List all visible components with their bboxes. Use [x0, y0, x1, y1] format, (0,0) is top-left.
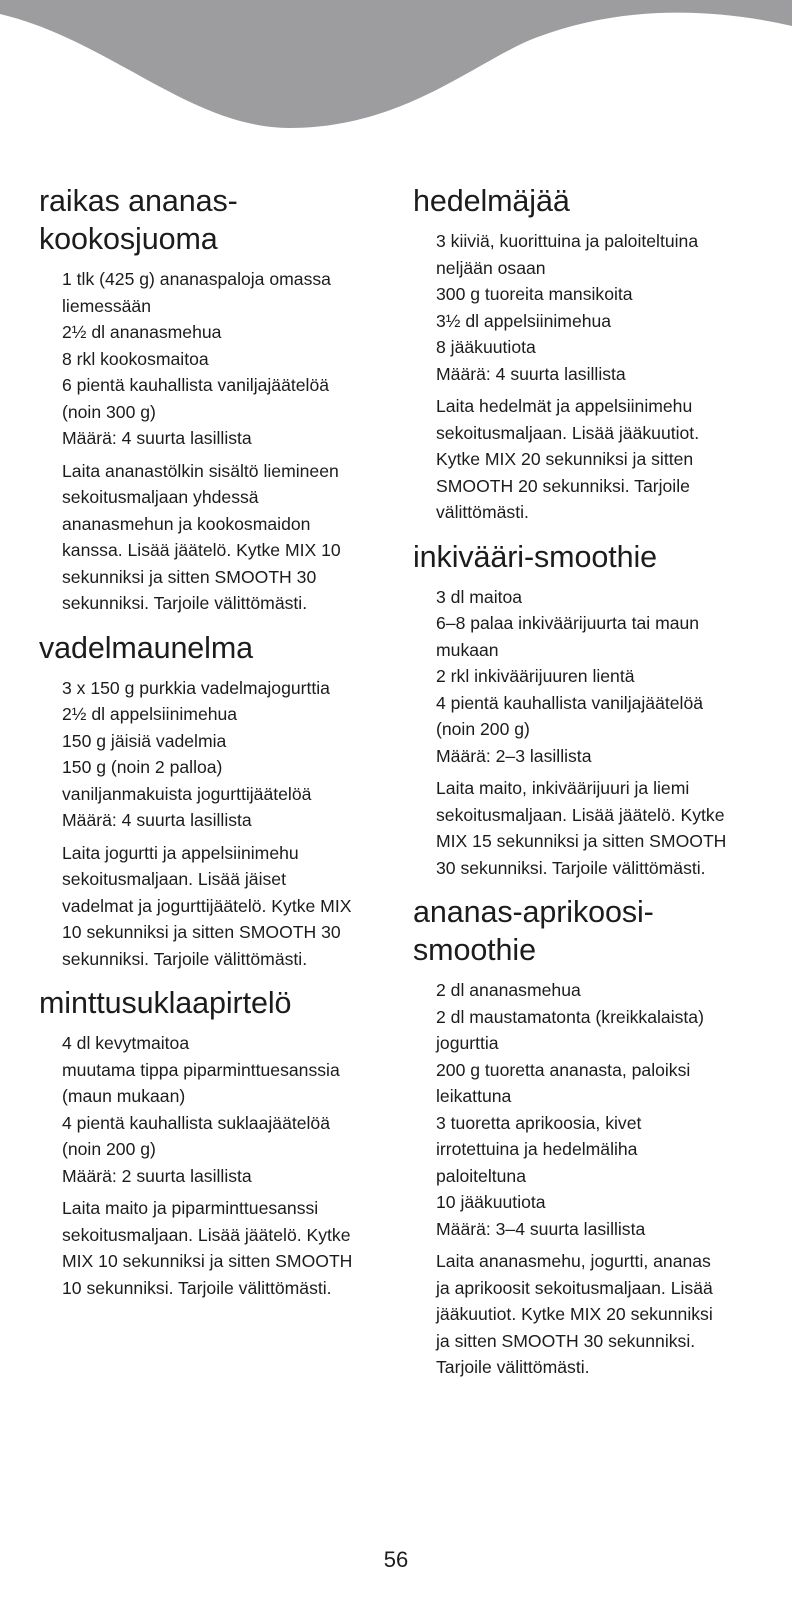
recipe-body	[39, 675, 391, 973]
ingredient-line: jogurttia	[436, 1033, 499, 1053]
ingredient-line: 2 dl maustamatonta (kreikkalaista)	[436, 1006, 704, 1027]
ingredient-line: 2 rkl inkiväärijuuren lientä	[436, 666, 635, 686]
method-line: sekoitusmaljaan yhdessä	[62, 487, 259, 507]
method-line: sekoitusmaljaan. Lisää jäätelö. Kytke	[436, 804, 725, 825]
ingredient-line: Määrä: 3–4 suurta lasillista	[436, 1218, 646, 1239]
ingredient-line: 150 g jäisiä vadelmia	[62, 730, 227, 751]
right-column	[413, 182, 763, 1393]
recipe-title-line: raikas ananas-	[39, 184, 238, 218]
recipe-title	[413, 538, 763, 576]
ingredient-line: Määrä: 4 suurta lasillista	[62, 810, 252, 830]
ingredient-list	[62, 266, 391, 452]
method-line: välittömästi.	[436, 502, 529, 522]
method-line: sekunniksi ja sitten SMOOTH 30	[62, 566, 317, 587]
ingredient-line: (maun mukaan)	[62, 1086, 186, 1106]
ingredient-line: (noin 300 g)	[62, 401, 156, 422]
method-line: Laita hedelmät ja appelsiinimehu	[436, 396, 693, 416]
ingredient-line: 10 jääkuutiota	[436, 1192, 546, 1212]
method-line: ananasmehun ja kookosmaidon	[62, 513, 311, 534]
method-line: sekoitusmaljaan. Lisää jäiset	[62, 869, 286, 889]
method-line: Laita ananasmehu, jogurtti, ananas	[436, 1251, 711, 1271]
ingredient-line: 300 g tuoreita mansikoita	[436, 284, 633, 304]
ingredient-list	[62, 1030, 391, 1189]
method-line: 10 sekunniksi ja sitten SMOOTH 30	[62, 922, 341, 942]
method-text	[62, 840, 391, 973]
method-text	[62, 458, 391, 617]
ingredient-line: 3 x 150 g purkkia vadelmajogurttia	[62, 677, 330, 698]
ingredient-line: 3½ dl appelsiinimehua	[436, 310, 612, 331]
ingredient-line: 3 tuoretta aprikoosia, kivet	[436, 1112, 642, 1133]
ingredient-line: neljään osaan	[436, 257, 546, 278]
method-line: MIX 15 sekunniksi ja sitten SMOOTH	[436, 831, 727, 851]
recipe-block	[413, 893, 763, 1381]
left-column	[39, 182, 391, 1313]
ingredient-line: 2½ dl ananasmehua	[62, 322, 222, 342]
ingredient-line: 150 g (noin 2 palloa)	[62, 757, 223, 777]
method-line: Laita maito, inkiväärijuuri ja liemi	[436, 778, 690, 798]
recipe-block	[39, 629, 391, 973]
recipe-title-line: hedelmäjää	[413, 184, 570, 218]
ingredient-list	[436, 228, 763, 387]
method-line: Tarjoile välittömästi.	[436, 1357, 590, 1377]
ingredient-line: mukaan	[436, 639, 499, 660]
recipe-block	[39, 984, 391, 1301]
header-wave-banner	[0, 0, 792, 132]
method-line: sekoitusmaljaan. Lisää jääkuutiot.	[436, 422, 700, 443]
ingredient-line: Määrä: 4 suurta lasillista	[62, 428, 252, 448]
recipe-title	[39, 182, 391, 258]
page-number: 56	[383, 1547, 409, 1572]
ingredient-line: 4 dl kevytmaitoa	[62, 1033, 190, 1053]
ingredient-line: vaniljanmakuista jogurttijäätelöä	[62, 783, 312, 804]
ingredient-line: Määrä: 2 suurta lasillista	[62, 1165, 252, 1186]
method-line: sekoitusmaljaan. Lisää jäätelö. Kytke	[62, 1224, 351, 1245]
ingredient-line: Määrä: 4 suurta lasillista	[436, 363, 626, 384]
method-text	[62, 1195, 391, 1301]
method-line: SMOOTH 20 sekunniksi. Tarjoile	[436, 475, 690, 496]
method-line: MIX 10 sekunniksi ja sitten SMOOTH	[62, 1251, 353, 1271]
method-line: Laita maito ja piparminttuesanssi	[62, 1198, 319, 1218]
ingredient-line: 6–8 palaa inkiväärijuurta tai maun	[436, 613, 700, 633]
recipe-body	[413, 584, 763, 882]
wave-shape	[0, 0, 792, 128]
ingredient-line: 2 dl ananasmehua	[436, 980, 581, 1000]
recipe-body	[39, 266, 391, 617]
ingredient-line: (noin 200 g)	[62, 1139, 156, 1159]
method-text	[436, 775, 763, 881]
ingredient-line: 1 tlk (425 g) ananaspaloja omassa	[62, 269, 331, 289]
ingredient-line: 6 pientä kauhallista vaniljajäätelöä	[62, 375, 330, 395]
ingredient-line: 8 rkl kookosmaitoa	[62, 348, 209, 369]
recipe-block	[413, 182, 763, 526]
ingredient-list	[436, 977, 763, 1242]
method-line: ja sitten SMOOTH 30 sekunniksi.	[436, 1330, 696, 1351]
ingredient-line: 3 kiiviä, kuorittuina ja paloiteltuina	[436, 231, 699, 251]
ingredient-line: 2½ dl appelsiinimehua	[62, 704, 238, 724]
ingredient-list	[62, 675, 391, 834]
recipe-title	[39, 629, 391, 667]
recipe-title-line: inkivääri-smoothie	[413, 539, 657, 574]
recipe-title	[39, 984, 391, 1022]
method-line: sekunniksi. Tarjoile välittömästi.	[62, 593, 308, 613]
recipe-title-line: smoothie	[413, 933, 536, 967]
ingredient-line: muutama tippa piparminttuesanssia	[62, 1059, 340, 1080]
ingredient-line: leikattuna	[436, 1086, 512, 1106]
method-text	[436, 1248, 763, 1381]
ingredient-list	[436, 584, 763, 770]
ingredient-line: 4 pientä kauhallista vaniljajäätelöä	[436, 692, 704, 713]
ingredient-line: Määrä: 2–3 lasillista	[436, 745, 592, 766]
recipe-title-line: minttusuklaapirtelö	[39, 986, 292, 1020]
recipe-body	[39, 1030, 391, 1301]
recipe-title	[413, 182, 763, 220]
method-line: kanssa. Lisää jäätelö. Kytke MIX 10	[62, 540, 341, 560]
ingredient-line: 200 g tuoretta ananasta, paloiksi	[436, 1059, 691, 1080]
method-text	[436, 393, 763, 526]
ingredient-line: (noin 200 g)	[436, 719, 530, 739]
recipe-body	[413, 228, 763, 526]
ingredient-line: 4 pientä kauhallista suklaajäätelöä	[62, 1112, 331, 1133]
ingredient-line: 3 dl maitoa	[436, 586, 523, 607]
method-line: sekunniksi. Tarjoile välittömästi.	[62, 948, 308, 969]
ingredient-line: 8 jääkuutiota	[436, 337, 536, 357]
recipe-block	[39, 182, 391, 617]
ingredient-line: paloiteltuna	[436, 1165, 526, 1186]
method-line: vadelmat ja jogurttijäätelö. Kytke MIX	[62, 895, 352, 916]
method-line: 10 sekunniksi. Tarjoile välittömästi.	[62, 1277, 332, 1298]
method-line: Laita jogurtti ja appelsiinimehu	[62, 842, 299, 863]
method-line: jääkuutiot. Kytke MIX 20 sekunniksi	[436, 1304, 713, 1324]
recipe-title	[413, 893, 763, 969]
ingredient-line: irrotettuina ja hedelmäliha	[436, 1139, 638, 1159]
recipe-body	[413, 977, 763, 1381]
method-line: Kytke MIX 20 sekunniksi ja sitten	[436, 449, 694, 469]
method-line: ja aprikoosit sekoitusmaljaan. Lisää	[436, 1277, 713, 1298]
method-line: Laita ananastölkin sisältö liemineen	[62, 460, 339, 481]
recipe-block	[413, 538, 763, 882]
method-line: 30 sekunniksi. Tarjoile välittömästi.	[436, 857, 706, 878]
recipe-title-line: ananas-aprikoosi-	[413, 895, 654, 929]
recipe-title-line: kookosjuoma	[39, 222, 218, 256]
ingredient-line: liemessään	[62, 295, 151, 316]
recipe-title-line: vadelmaunelma	[39, 630, 254, 665]
